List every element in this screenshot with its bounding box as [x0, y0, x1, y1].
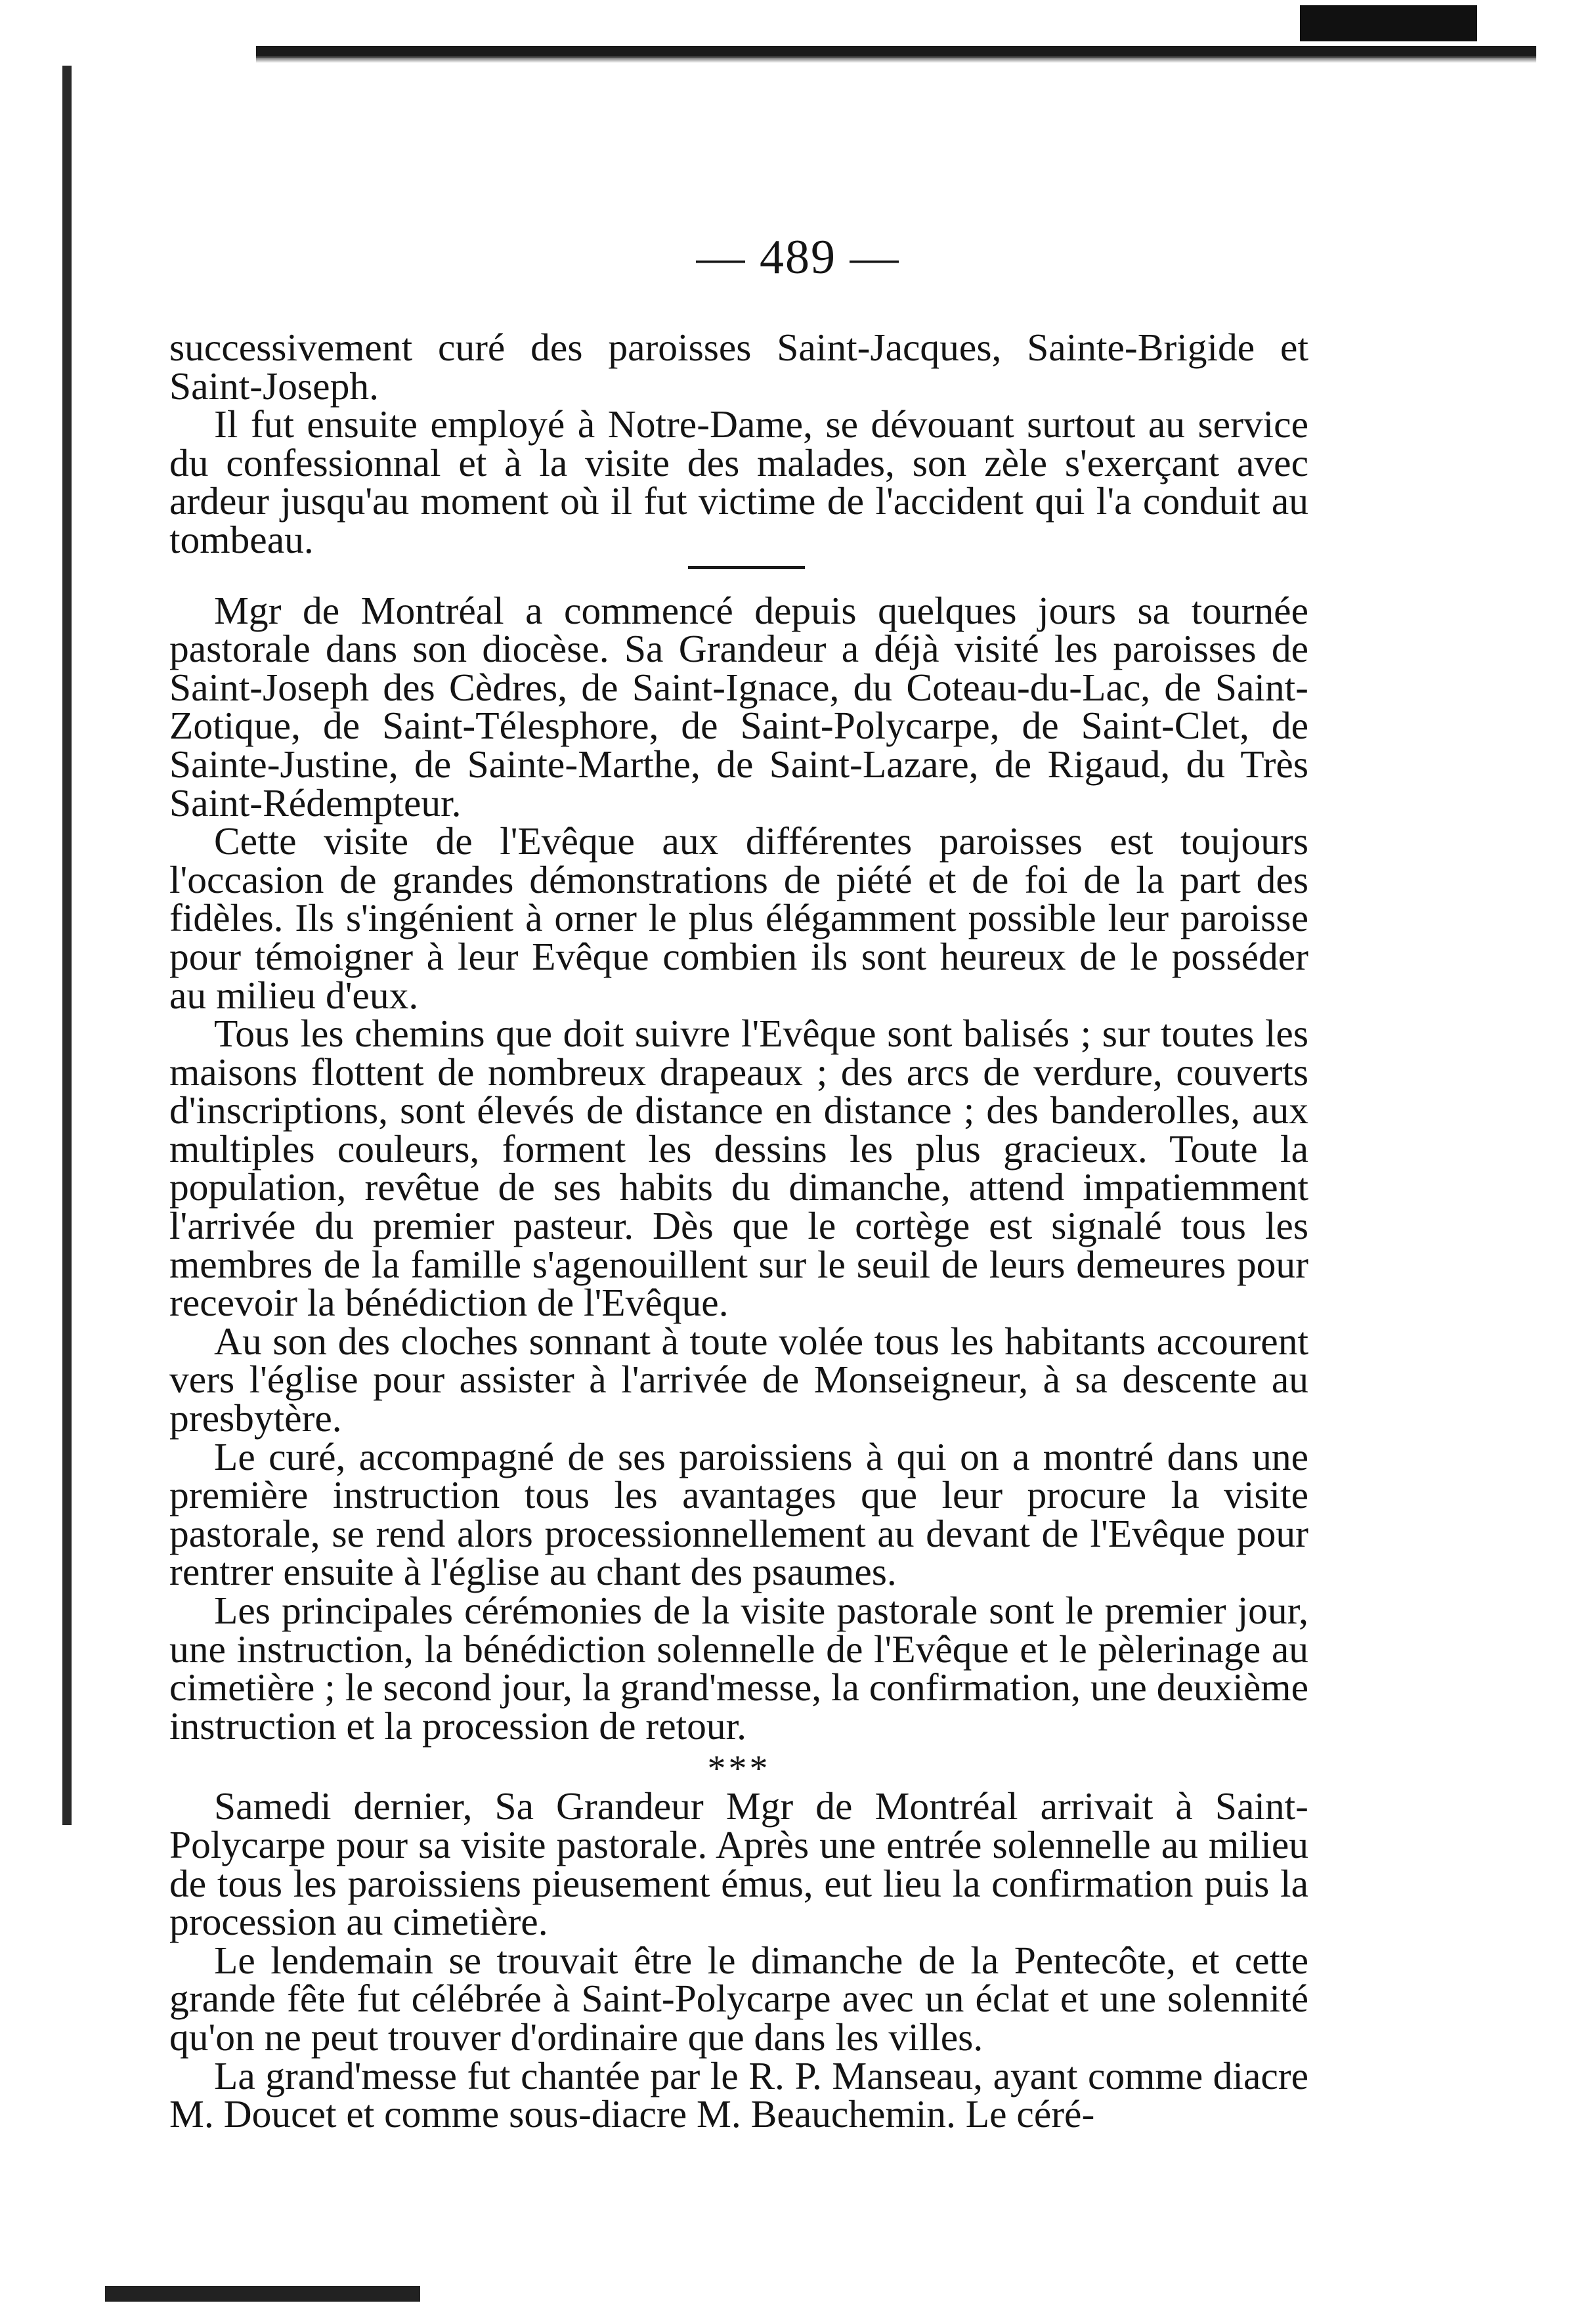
asterism-divider: ***: [707, 1748, 771, 1790]
paragraph: Samedi dernier, Sa Grandeur Mgr de Montréal arrivait à Saint-Polycarpe pour sa visite pastorale. Après une entrée solennelle au milieu de tous les paroissiens pieusement émus, eut lieu la confirmation puis la procession au cimetière.: [169, 1784, 1308, 1944]
scan-border-left: [62, 66, 72, 1825]
paragraph: Le lendemain se trouvait être le dimanche de la Pentecôte, et cette grande fête fut célébrée à Saint-Polycarpe avec un éclat et une solennité qu'on ne peut trouver d'ordinaire que dans les villes.: [169, 1938, 1308, 2059]
section-divider: [688, 566, 805, 569]
paragraph: La grand'messe fut chantée par le R. P. Manseau, ayant comme diacre M. Doucet et comme sous-diacre M. Beauchemin. Le céré-: [169, 2053, 1308, 2136]
paragraph: Cette visite de l'Evêque aux différentes paroisses est toujours l'occasion de grandes démonstrations de piété et de foi de la part des fidèles. Ils s'ingénient à orner le plus élégamment possible leur paroisse pour témoigner à leur Evêque combien ils sont heureux de le posséder au milieu d'eux.: [169, 819, 1308, 1017]
paragraph: Il fut ensuite employé à Notre-Dame, se dévouant surtout au service du confessionnal et à la visite des malades, son zèle s'exerçant avec ardeur jusqu'au moment où il fut victime de l'accident qui l'a conduit au tombeau.: [169, 402, 1308, 561]
scan-border-bottom: [105, 2286, 420, 2302]
page-number: — 489 —: [696, 230, 900, 284]
paragraph: Au son des cloches sonnant à toute volée tous les habitants accourent vers l'église pour assister à l'arrivée de Monseigneur, à sa descente au presbytère.: [169, 1319, 1308, 1440]
paragraph: Tous les chemins que doit suivre l'Evêque sont balisés ; sur toutes les maisons flottent de nombreux drapeaux ; des arcs de verdure, couverts d'inscriptions, sont élevés de distance en distance ; des banderolles, aux multiples couleurs, forment les dessins les plus gracieux. Toute la population, revêtue de ses habits du dimanche, attend impatiemment l'arrivée du premier pasteur. Dès que le cortège est signalé tous les membres de la famille s'agenouillent sur le seuil de leurs demeures pour recevoir la bénédiction de l'Evêque.: [169, 1012, 1308, 1325]
paragraph: Les principales cérémonies de la visite pastorale sont le premier jour, une instruction, la bénédiction solennelle de l'Evêque et le pèlerinage au cimetière ; le second jour, la grand'messe, la confirmation, une deuxième instruction et la procession de retour.: [169, 1589, 1308, 1748]
paragraph-continuation: successivement curé des paroisses Saint-Jacques, Sainte-Brigide et Saint-Joseph.: [169, 326, 1308, 408]
article-body: [169, 328, 1308, 2134]
scan-border-top-shadow: [256, 56, 1536, 63]
scan-border-corner: [1300, 5, 1477, 41]
paragraph: Mgr de Montréal a commencé depuis quelques jours sa tournée pastorale dans son diocèse. Sa Grandeur a déjà visité les paroisses de Saint-Joseph des Cèdres, de Saint-Ignace, du Coteau-du-Lac, de Saint-Zotique, de Saint-Télesphore, de Saint-Polycarpe, de Saint-Clet, de Sainte-Justine, de Sainte-Marthe, de Saint-Lazare, de Rigaud, du Très Saint-Rédempteur.: [169, 588, 1308, 825]
paragraph: Le curé, accompagné de ses paroissiens à qui on a montré dans une première instruction tous les avantages que leur procure la visite pastorale, se rend alors processionnellement au devant de l'Evêque pour rentrer ensuite à l'église au chant des psaumes.: [169, 1434, 1308, 1594]
